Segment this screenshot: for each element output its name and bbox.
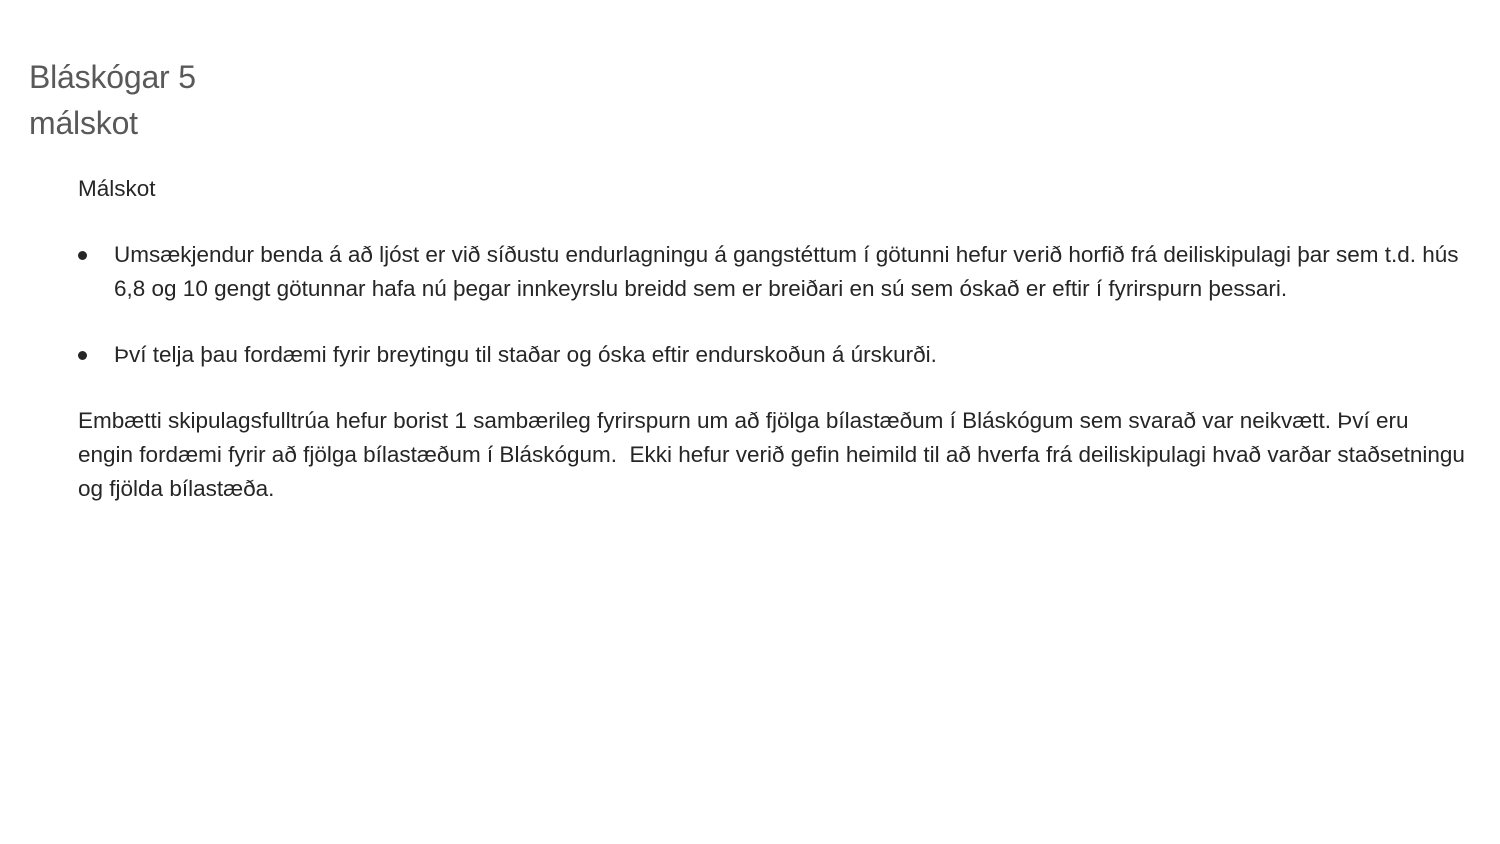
bullet-text: Umsækjendur benda á að ljóst er við síðustu endurlagningu á gangstéttum í götunni hefur verið horfið frá deiliskipulagi þar sem t.d. hús 6,8 og 10 gengt götunnar hafa nú þegar innkeyrslu breidd sem er breiðari en sú sem óskað er eftir í fyrirspurn þessari. — [114, 242, 1459, 301]
body-paragraph: Embætti skipulagsfulltrúa hefur borist 1 sambærileg fyrirspurn um að fjölga bílastæðum í Bláskógum sem svarað var neikvætt. Því eru engin fordæmi fyrir að fjölga bílastæðum í Bláskógum. Ekki hefur verið gefin heimild til að hverfa frá deiliskipulagi hvað varðar staðsetningu og fjölda bílastæða. — [78, 408, 1472, 501]
bullet-text: Því telja þau fordæmi fyrir breytingu til staðar og óska eftir endurskoðun á úrskurði. — [114, 342, 937, 367]
bullet-dot-icon — [78, 251, 87, 260]
slide-content — [78, 172, 1472, 506]
bullet-dot-icon — [78, 351, 87, 360]
slide-title-line-2: málskot — [29, 105, 138, 141]
bullet-item — [78, 338, 1468, 372]
section-heading: Málskot — [78, 176, 156, 201]
slide-title-line-1: Bláskógar 5 — [29, 59, 196, 95]
slide-title — [29, 54, 196, 146]
bullet-item — [78, 238, 1468, 306]
bullet-list — [78, 238, 1468, 372]
